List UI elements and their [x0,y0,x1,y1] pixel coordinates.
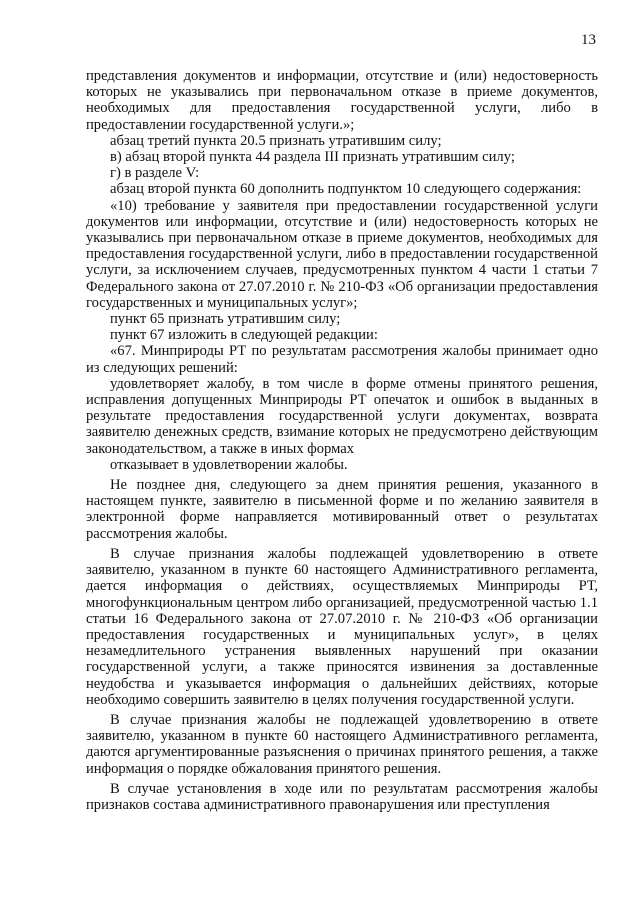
paragraph-item-67: пункт 67 изложить в следующей редакции: [110,327,378,344]
paragraph-refuses-complaint: отказывает в удовлетворении жалобы. [110,456,348,473]
paragraph-item-65: пункт 65 признать утратившим силу; [110,311,341,328]
paragraph-satisfies-complaint: удовлетворяет жалобу, в том числе в форме отмены принятого решения, исправления допущенных Минприроды РТ опечаток и ошибок в выданных в результате предоставления государственной услуги документах, возврата заявителю денежных средств, взимание которых не предусмотрено действующим законодательством, а также в иных формах [86,375,598,457]
paragraph-item-g: г) в разделе V: [110,165,200,182]
paragraph-item-v: в) абзац второй пункта 44 раздела III признать утратившим силу; [110,149,515,166]
paragraph-answer-deadline: Не позднее дня, следующего за днем принятия решения, указанного в настоящем пункте, заявителю в письменной форме и по желанию заявителя в электронной форме направляется мотивированный ответ о результатах рассмотрения жалобы. [86,477,598,542]
paragraph-subitem-10: «10) требование у заявителя при предоставлении государственной услуги документов или информации, отсутствие и (или) недостоверность которых не указывались при первоначальном отказе в приеме документов, необходимых для предоставления государственной услуги, либо в предоставлении государственной услуги, за исключением случаев, предусмотренных пунктом 4 части 1 статьи 7 Федерального закона от 27.07.2010 г. № 210-ФЗ «Об организации предоставления государственных и муниципальных услуг»; [86,197,598,311]
paragraph-item-60: абзац второй пункта 60 дополнить подпунктом 10 следующего содержания: [110,181,582,198]
paragraph-67-text: «67. Минприроды РТ по результатам рассмотрения жалобы принимает одно из следующих решений: [86,343,598,376]
paragraph-complaint-satisfied: В случае признания жалобы подлежащей удовлетворению в ответе заявителю, указанном в пункте 60 настоящего Административного регламента, дается информация о действиях, осуществляемых Минприроды РТ, многофункциональным центром либо организацией, предусмотренной частью 1.1 статьи 16 Федерального закона от 27.07.2010 г. № 210-ФЗ «Об организации предоставления государственных и муниципальных услуг», в целях незамедлительного устранения выявленных нарушений при оказании государственной услуги, а также приносятся извинения за доставленные неудобства и указывается информация о дальнейших действиях, которые необходимо совершить заявителю в целях получения государственной услуги. [86,545,598,708]
paragraph-violation-signs: В случае установления в ходе или по результатам рассмотрения жалобы признаков состава административного правонарушения или преступления [86,780,598,813]
paragraph-continuation: представления документов и информации, отсутствие и (или) недостоверность которых не указывались при первоначальном отказе в приеме документов, необходимых для предоставления государственной услуги, либо в предоставлении государственной услуги.»; [86,68,598,133]
page-number: 13 [581,32,596,48]
paragraph-item-20-5: абзац третий пункта 20.5 признать утратившим силу; [110,132,442,149]
document-body [86,68,598,813]
paragraph-complaint-not-satisfied: В случае признания жалобы не подлежащей удовлетворению в ответе заявителю, указанном в пункте 60 настоящего Административного регламента, даются аргументированные разъяснения о причинах принятого решения, а также информация о порядке обжалования принятого решения. [86,711,598,777]
